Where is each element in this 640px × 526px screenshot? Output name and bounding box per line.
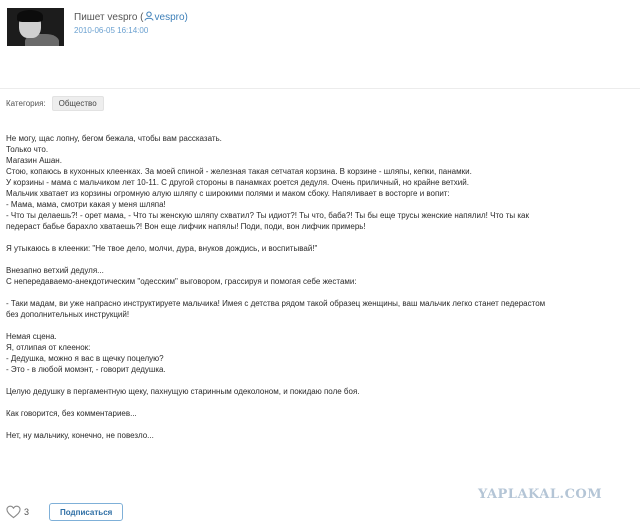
article-line: - Дедушка, можно я вас в щечку поцелую? bbox=[6, 354, 164, 363]
article-line: Внезапно ветхий дедуля... bbox=[6, 266, 104, 275]
paragraph-gap bbox=[6, 397, 634, 408]
article-line: Я, отлипая от клеенок: bbox=[6, 343, 91, 352]
like-button[interactable] bbox=[6, 505, 29, 519]
article-line: Мальчик хватает из корзины огромную алую шляпу с широкими полями и маком сбоку. Напяливает в восторге и вопит: bbox=[6, 189, 450, 198]
paragraph-gap bbox=[6, 232, 634, 243]
article-line: У корзины - мама с мальчиком лет 10-11. С другой стороны в панамках роется дедуля. Очень приличный, но крайне ветхий. bbox=[6, 178, 469, 187]
post-date: 2010-06-05 16:14:00 bbox=[74, 26, 149, 35]
author-suffix: ) bbox=[184, 12, 188, 23]
article-line: Не могу, щас лопну, бегом бежала, чтобы вам рассказать. bbox=[6, 134, 222, 143]
article-line: - Это - в любой момэнт, - говорит дедушка. bbox=[6, 365, 166, 374]
paragraph-gap bbox=[6, 375, 634, 386]
heart-icon bbox=[6, 505, 21, 519]
paragraph-gap bbox=[6, 287, 634, 298]
article-line: С непередаваемо-анекдотическим "одесским" выговором, грассируя и помогая себе жестами: bbox=[6, 277, 357, 286]
article-line: - Таки мадам, ви уже напрасно инструктируете мальчика! Имея с детства рядом такой образец женщины, ваш мальчик легко станет педерастом bbox=[6, 299, 546, 308]
article-line: педераст бабье барахло хватаешь?! Вон еще лифчик напялы! Поди, поди, вон лифчик примерь! bbox=[6, 222, 366, 231]
post-header bbox=[0, 0, 640, 66]
article-body bbox=[6, 133, 634, 441]
subscribe-button[interactable]: Подписаться bbox=[49, 503, 123, 521]
article-line: - Что ты делаешь?! - орет мама, - Что ты женскую шляпу схватил? Ты идиот?! Ты что, баба?! Ты бы еще трусы женские напялил! Что ты как bbox=[6, 211, 529, 220]
author-link[interactable]: vespro bbox=[154, 12, 185, 23]
article-line: Целую дедушку в пергаментную щеку, пахнущую старинным одеколоном, и покидаю поле боя. bbox=[6, 387, 360, 396]
article-line: Немая сцена. bbox=[6, 332, 57, 341]
like-count: 3 bbox=[24, 507, 30, 517]
article-line: Нет, ну мальчику, конечно, не повезло... bbox=[6, 431, 154, 440]
article-line: Магазин Ашан. bbox=[6, 156, 62, 165]
user-icon bbox=[144, 11, 154, 21]
paragraph-gap bbox=[6, 254, 634, 265]
category-row bbox=[6, 96, 104, 110]
article-line: Только что. bbox=[6, 145, 49, 154]
category-tag[interactable]: Общество bbox=[52, 96, 104, 111]
post-footer bbox=[6, 503, 123, 521]
category-label: Категория: bbox=[6, 98, 46, 108]
avatar[interactable] bbox=[7, 8, 64, 46]
article-line: Я утыкаюсь в клеенки: "Не твое дело, молчи, дура, внуков дождись, и воспитывай!" bbox=[6, 244, 318, 253]
author-prefix: Пишет vespro ( bbox=[74, 12, 144, 23]
article-line: Как говорится, без комментариев... bbox=[6, 409, 137, 418]
divider bbox=[0, 88, 640, 89]
paragraph-gap bbox=[6, 419, 634, 430]
article-line: - Мама, мама, смотри какая у меня шляпа! bbox=[6, 200, 166, 209]
paragraph-gap bbox=[6, 320, 634, 331]
article-line: Стою, копаюсь в кухонных клеенках. За моей спиной - железная такая сетчатая корзина. В корзине - шляпы, кепки, панамки. bbox=[6, 167, 472, 176]
watermark: YAPLAKAL.COM bbox=[478, 487, 603, 502]
article-line: без дополнительных инструкций! bbox=[6, 310, 130, 319]
author-line bbox=[74, 11, 188, 23]
